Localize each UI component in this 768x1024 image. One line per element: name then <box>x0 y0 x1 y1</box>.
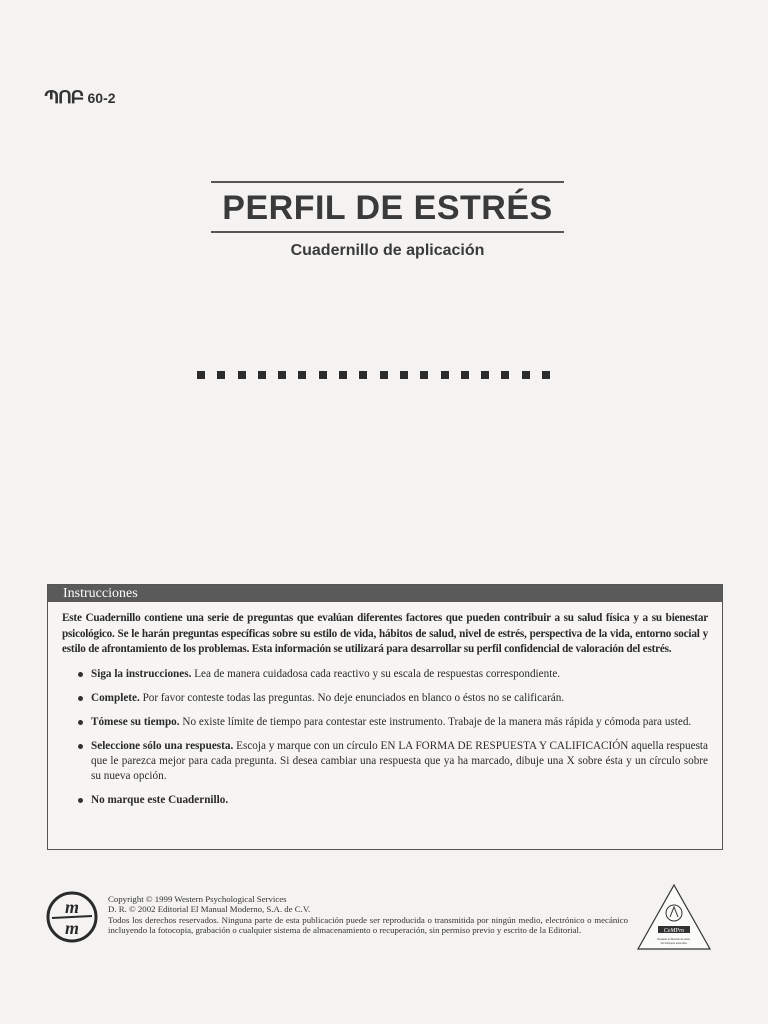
mp-logo-icon: ՊՈԲ <box>44 88 84 107</box>
instructions-list <box>48 667 722 808</box>
title-block <box>211 181 564 233</box>
list-item: Seleccione sólo una respuesta. Escoja y marque con un círculo EN LA FORMA DE RESPUESTA Y CALIFICACIÓN aquella respuesta que le parezca mejor para cada pregunta. Si desea cambiar una respuesta que ya ha marcado, dibuje una X sobre ésta y un círculo sobre su nueva opción. <box>78 739 708 784</box>
manual-moderno-logo-icon <box>46 891 98 943</box>
list-item: Tómese su tiempo. No existe límite de tiempo para contestar este instrumento. Trabaje de la manera más rápida y cómoda para usted. <box>78 715 708 730</box>
page-subtitle: Cuadernillo de aplicación <box>290 242 485 259</box>
form-code-number: 60-2 <box>87 90 116 106</box>
list-item: Siga la instrucciones. Lea de manera cuidadosa cada reactivo y su escala de respuestas correspondiente. <box>78 667 708 682</box>
cempro-seal-icon <box>636 883 712 951</box>
form-code <box>46 88 116 108</box>
copyright-notice: Copyright © 1999 Western Psychological Services D. R. © 2002 Editorial El Manual Moderno, S.A. de C.V. Todos los derechos reservados. Ninguna parte de esta publicación puede ser reproducida o transmitida por ningún medio, electrónico o mecánico incluyendo la fotocopia, grabación o cualquier sistema de almacenamiento o recuperación, sin permiso previo y escrito de la Editorial. <box>108 894 628 935</box>
list-item: Complete. Por favor conteste todas las preguntas. No deje enunciados en blanco o éstos no se calificarán. <box>78 691 708 706</box>
svg-text:Respete el derecho de autor.: Respete el derecho de autor. <box>657 938 691 941</box>
decorative-dots <box>197 371 550 379</box>
page-title: PERFIL DE ESTRÉS <box>222 189 553 227</box>
svg-text:m: m <box>64 918 80 938</box>
svg-text:No fotocopie esta obra.: No fotocopie esta obra. <box>660 942 688 945</box>
svg-text:m: m <box>64 897 80 917</box>
instructions-intro: Este Cuadernillo contiene una serie de preguntas que evalúan diferentes factores que pueden contribuir a su salud física y a su bienestar psicológico. Se le harán preguntas específicas sobre su estilo de vida, hábitos de salud, nivel de estrés, perspectiva de la vida, entorno social y estilo de afrontamiento de los problemas. Esta información se utilizará para desarrollar su perfil confidencial de valoración del estrés. <box>62 612 708 655</box>
instructions-heading: Instrucciones <box>48 585 722 602</box>
list-item: No marque este Cuadernillo. <box>78 793 708 808</box>
svg-text:CeMPro: CeMPro <box>663 928 685 934</box>
instructions-box <box>47 584 723 850</box>
